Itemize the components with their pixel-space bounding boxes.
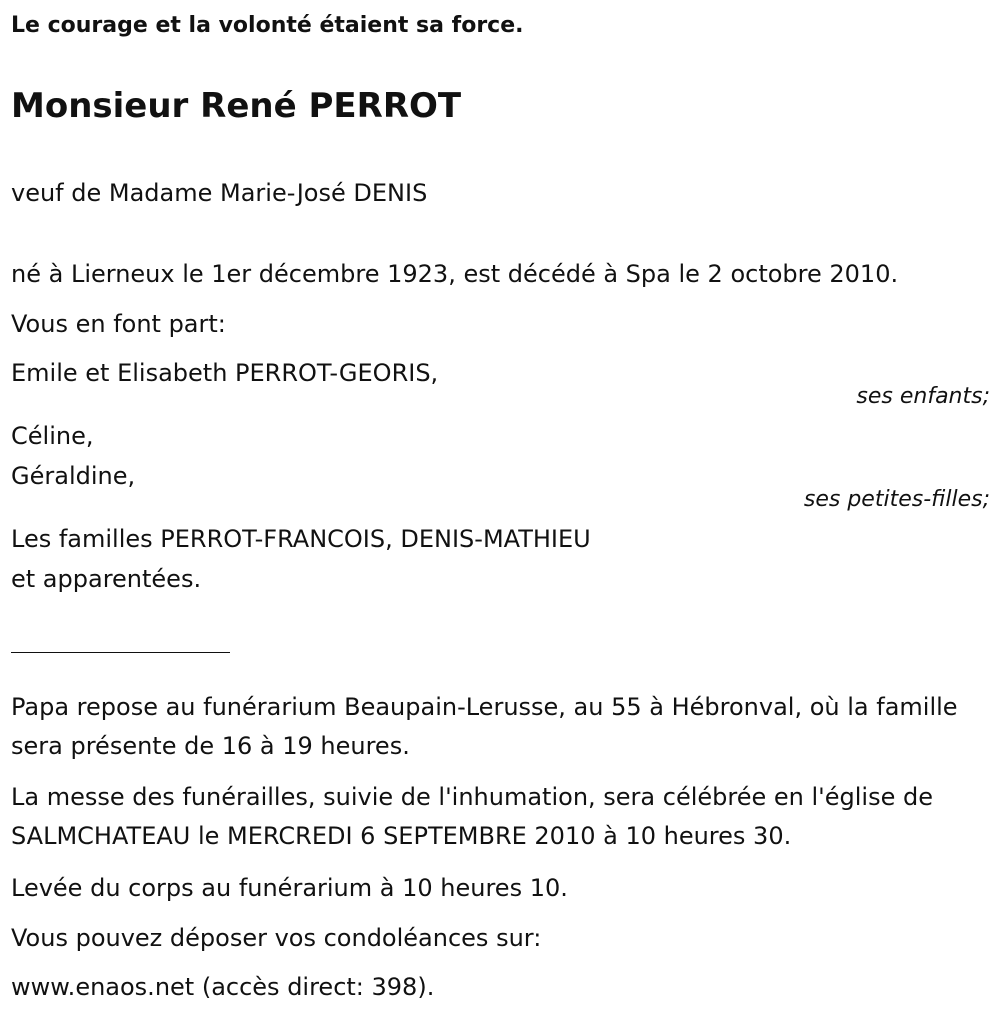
- deceased-name: Monsieur René PERROT: [11, 86, 462, 126]
- birth-death-line: né à Lierneux le 1er décembre 1923, est décédé à Spa le 2 octobre 2010.: [11, 260, 899, 288]
- children-role: ses enfants;: [856, 384, 990, 409]
- granddaughter-name-2: Géraldine,: [11, 462, 136, 490]
- separator-line: [11, 652, 230, 653]
- funerarium-paragraph: Papa repose au funérarium Beaupain-Lerusse, au 55 à Hébronval, où la famille sera présente de 16 à 19 heures.: [11, 693, 958, 760]
- families-line-2: et apparentées.: [11, 565, 202, 593]
- condolences-intro: Vous pouvez déposer vos condoléances sur:: [11, 924, 542, 952]
- spouse-line: veuf de Madame Marie-José DENIS: [11, 179, 428, 207]
- granddaughter-name-1: Céline,: [11, 422, 94, 450]
- levee-line: Levée du corps au funérarium à 10 heures 10.: [11, 874, 568, 902]
- families-line-1: Les familles PERROT-FRANCOIS, DENIS-MATHIEU: [11, 525, 591, 553]
- motto: Le courage et la volonté étaient sa force.: [11, 13, 524, 38]
- announcement-intro: Vous en font part:: [11, 310, 226, 338]
- granddaughters-role: ses petites-filles;: [803, 487, 990, 512]
- mass-paragraph: La messe des funérailles, suivie de l'inhumation, sera célébrée en l'église de SALMCHATEAU le MERCREDI 6 SEPTEMBRE 2010 à 10 heures 30.: [11, 783, 933, 850]
- condolences-site: www.enaos.net (accès direct: 398).: [11, 973, 435, 1001]
- children-names: Emile et Elisabeth PERROT-GEORIS,: [11, 359, 439, 387]
